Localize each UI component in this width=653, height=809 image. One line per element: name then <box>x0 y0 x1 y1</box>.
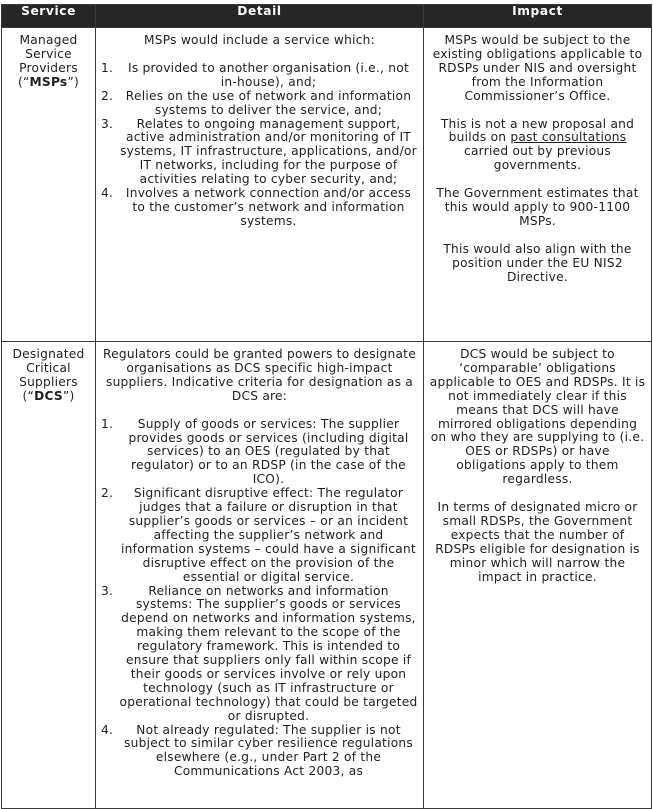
table-header-row <box>2 5 652 28</box>
impact-cell <box>424 342 652 809</box>
header-detail: Detail <box>96 5 424 28</box>
service-abbr-open: (“ <box>22 388 35 403</box>
list-text: Relates to ongoing management support, active administration and/or monitoring of IT systems, IT infrastructure, applications, and/or IT networks, including for the purpose of activities relating to cyber security, and; <box>120 116 417 187</box>
list-item <box>101 118 418 188</box>
list-text: Involves a network connection and/or access to the customer’s network and information systems. <box>125 186 412 228</box>
list-number: 1. <box>101 416 114 431</box>
header-service: Service <box>2 5 96 28</box>
impact-paragraph: MSPs would be subject to the existing obligations applicable to RDSPs under NIS and oversight from the Information Commissioner’s Office. <box>432 33 643 103</box>
list-number: 4. <box>101 722 114 737</box>
impact-cell <box>424 28 652 342</box>
service-abbr-open: (“ <box>17 74 30 89</box>
list-item <box>101 62 418 90</box>
list-number: 2. <box>101 88 114 103</box>
impact-paragraph: DCS would be subject to ‘comparable’ obligations applicable to OES and RDSPs. It is not immediately clear if this means that DCS will have mirrored obligations depending on who they are supplying to (i.e. OES or RDSPs) or have obligations apply to them regardless. <box>429 347 646 487</box>
list-text: Supply of goods or services: The supplier provides goods or services (including digital services) to an OES (regulated by that regulator) or to an RDSP (in the case of the ICO). <box>128 416 409 487</box>
list-item <box>101 418 418 488</box>
service-abbr: DCS <box>34 388 63 403</box>
service-name: Designated Critical Suppliers <box>12 347 85 389</box>
list-item <box>101 724 418 780</box>
list-text: Not already regulated: The supplier is not subject to similar cyber resilience regulations elsewhere (e.g., under Part 2 of the Communications Act 2003, as <box>124 722 413 779</box>
list-item <box>101 90 418 118</box>
impact-paragraph: The Government estimates that this would apply to 900-1100 MSPs. <box>436 186 639 228</box>
criteria-list <box>101 62 418 229</box>
impact-text: carried out by previous governments. <box>464 144 611 173</box>
impact-paragraph: In terms of designated micro or small RDSPs, the Government expects that the number of RDSPs eligible for designation is minor which will narrow the impact in practice. <box>435 500 640 584</box>
list-text: Relies on the use of network and information systems to deliver the service, and; <box>125 88 412 117</box>
list-item <box>101 487 418 584</box>
header-impact: Impact <box>424 5 652 28</box>
list-text: Is provided to another organisation (i.e., not in-house), and; <box>127 60 410 89</box>
service-cell <box>2 342 96 809</box>
list-number: 4. <box>101 186 114 201</box>
detail-cell <box>96 28 424 342</box>
impact-text: This is not a new proposal and builds on <box>440 116 635 145</box>
list-text: Significant disruptive effect: The regulator judges that a failure or disruption in that supplier’s goods or services – or an incident affecting the supplier’s network and information systems – could have a significant disruptive effect on the provision of the essential or digital service. <box>121 486 416 584</box>
list-number: 3. <box>101 583 114 598</box>
service-name: Managed Service Providers <box>19 33 78 75</box>
past-consultations-link[interactable]: past consultations <box>510 130 627 145</box>
list-item <box>101 585 418 724</box>
impact-paragraph <box>429 118 646 174</box>
list-number: 1. <box>101 60 114 75</box>
impact-paragraph: This would also align with the position under the EU NIS2 Directive. <box>443 241 632 284</box>
detail-intro: Regulators could be granted powers to designate organisations as DCS specific high-impact suppliers. Indicative criteria for designation as a DCS are: <box>103 347 416 403</box>
detail-cell <box>96 342 424 809</box>
list-number: 3. <box>101 116 114 131</box>
service-abbr-close: ”) <box>67 74 80 89</box>
table-row <box>2 342 652 809</box>
list-number: 2. <box>101 486 114 501</box>
comparison-table <box>1 4 652 809</box>
criteria-list <box>101 418 418 780</box>
list-item <box>101 187 418 229</box>
detail-intro: MSPs would include a service which: <box>143 33 376 47</box>
service-abbr: MSPs <box>29 74 68 89</box>
service-abbr-close: ”) <box>62 388 75 403</box>
table-row <box>2 28 652 342</box>
service-cell <box>2 28 96 342</box>
list-text: Reliance on networks and information systems: The supplier’s goods or services depend on networks and information systems, making them relevant to the scope of the regulatory framework. This is intended to ensure that suppliers only fall within scope if their goods or services involve or rely upon technology (such as IT infrastructure or operational technology) that could be targeted or disrupted. <box>119 583 418 723</box>
